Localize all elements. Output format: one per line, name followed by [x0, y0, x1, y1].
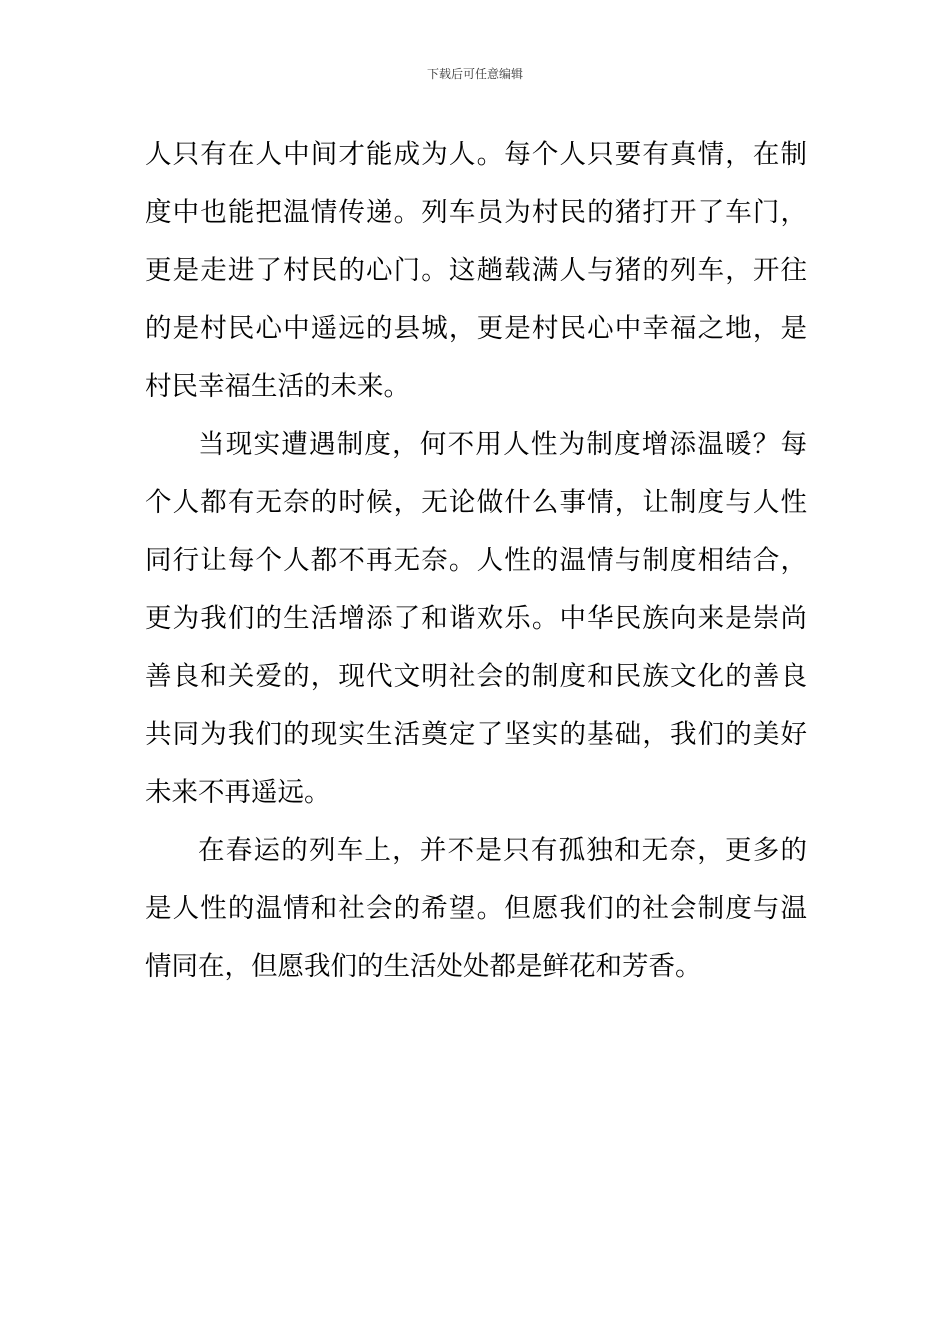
paragraph-2: 当现实遭遇制度，何不用人性为制度增添温暖？每个人都有无奈的时候，无论做什么事情，让制度与人性同行让每个人都不再无奈。人性的温情与制度相结合，更为我们的生活增添了和谐欢乐。中华民族向来是崇尚善良和关爱的，现代文明社会的制度和民族文化的善良共同为我们的现实生活奠定了坚实的基础，我们的美好未来不再遥远。: [145, 429, 807, 808]
paragraph-1: 人只有在人中间才能成为人。每个人只要有真情，在制度中也能把温情传递。列车员为村民的猪打开了车门，更是走进了村民的心门。这趟载满人与猪的列车，开往的是村民心中遥远的县城，更是村民心中幸福之地，是村民幸福生活的未来。: [145, 139, 807, 402]
document-body: [145, 126, 807, 996]
paragraph-3: 在春运的列车上，并不是只有孤独和无奈，更多的是人性的温情和社会的希望。但愿我们的社会制度与温情同在，但愿我们的生活处处都是鲜花和芳香。: [145, 835, 807, 982]
page-header: 下载后可任意编辑: [426, 67, 523, 81]
